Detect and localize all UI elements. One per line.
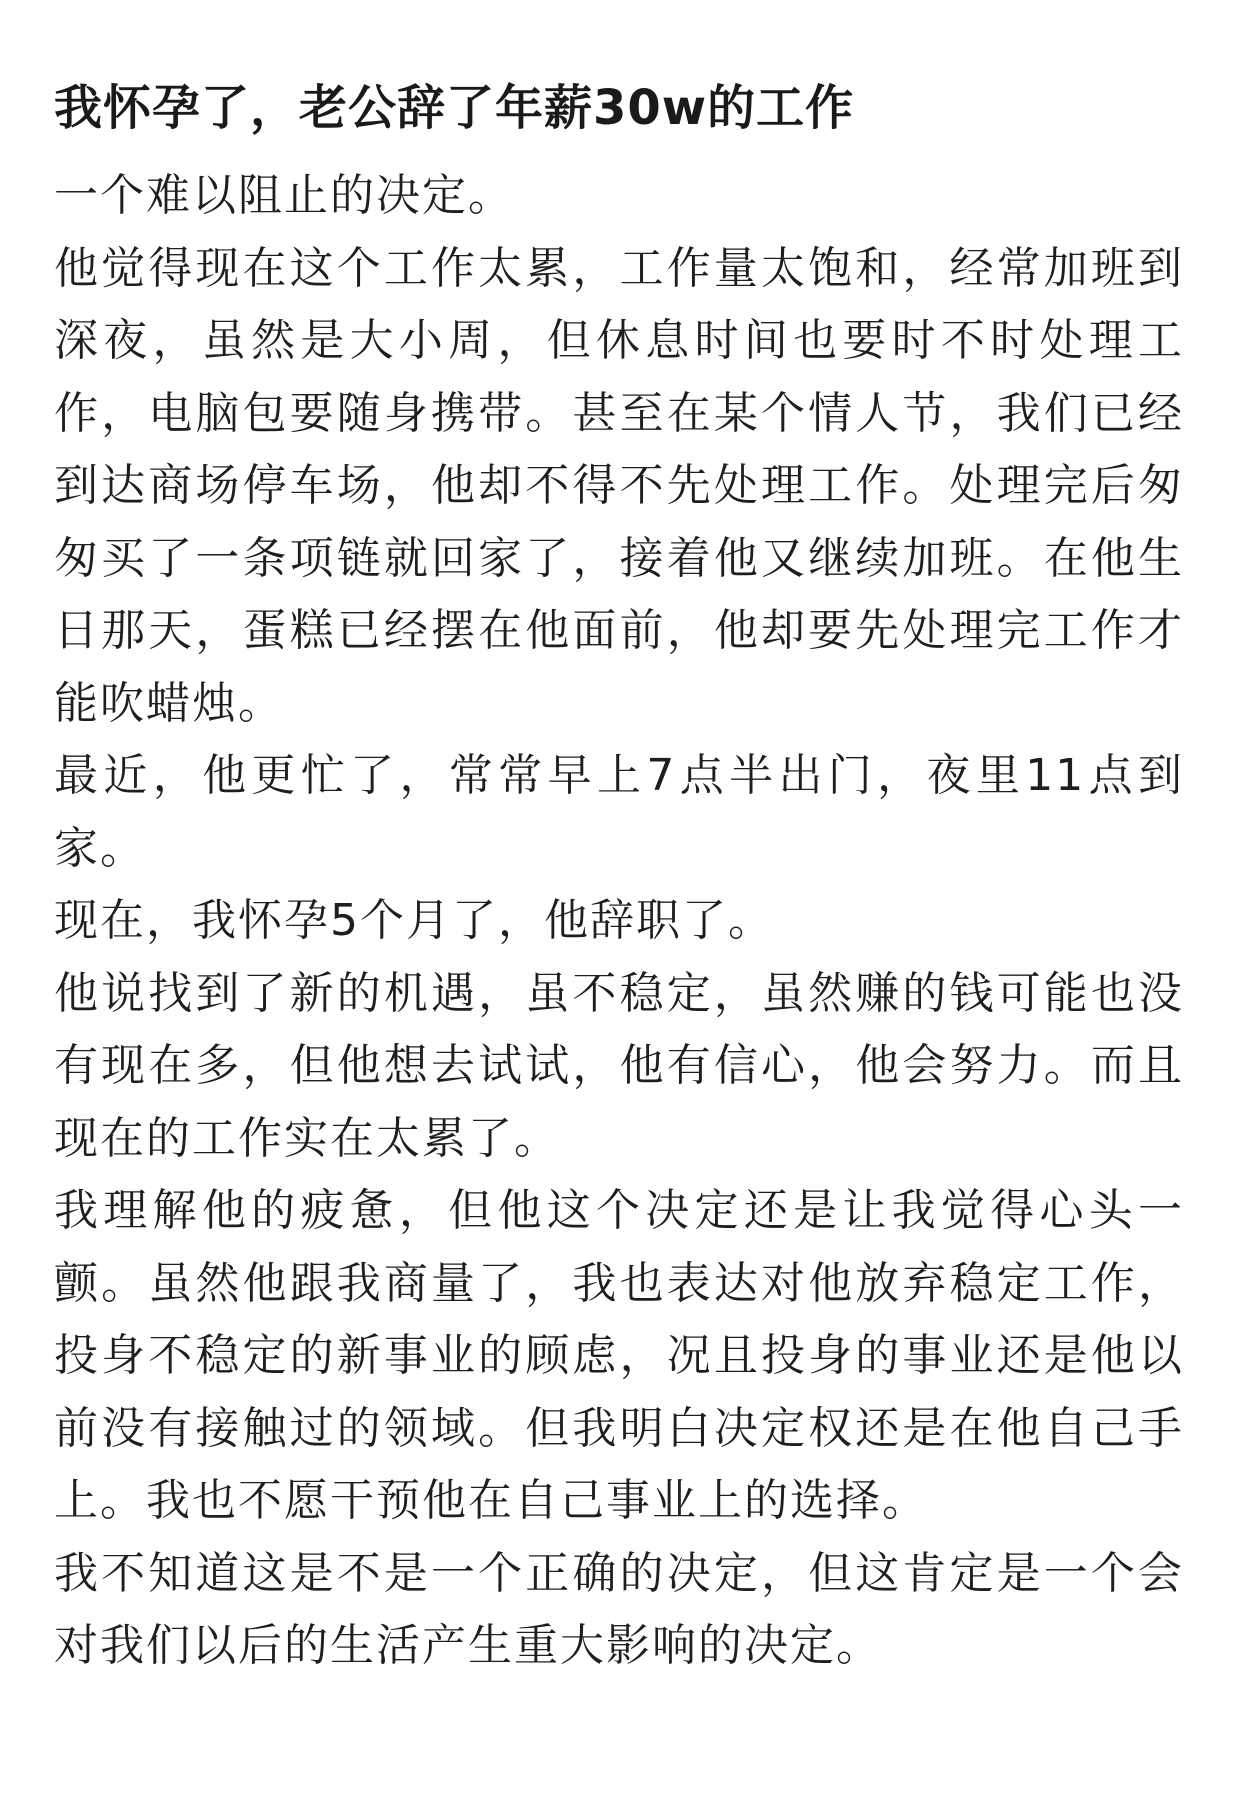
paragraph: 现在，我怀孕5个月了，他辞职了。 [54, 895, 774, 946]
paragraph: 最近，他更忙了，常常早上7点半出门，夜里11点到家。 [54, 750, 1184, 874]
post-content [54, 70, 1184, 1683]
paragraph: 他说找到了新的机遇，虽不稳定，虽然赚的钱可能也没有现在多，但他想去试试，他有信心，他会努力。而且现在的工作实在太累了。 [54, 967, 1184, 1164]
paragraph: 他觉得现在这个工作太累，工作量太饱和，经常加班到深夜，虽然是大小周，但休息时间也要时不时处理工作，电脑包要随身携带。甚至在某个情人节，我们已经到达商场停车场，他却不得不先处理工作。处理完后匆匆买了一条项链就回家了，接着他又继续加班。在他生日那天，蛋糕已经摆在他面前，他却要先处理完工作才能吹蜡烛。 [54, 242, 1184, 729]
paragraph: 我理解他的疲惫，但他这个决定还是让我觉得心头一颤。虽然他跟我商量了，我也表达对他放弃稳定工作，投身不稳定的新事业的顾虑，况且投身的事业还是他以前没有接触过的领域。但我明白决定权还是在他自己手上。我也不愿干预他在自己事业上的选择。 [54, 1185, 1184, 1526]
paragraph: 一个难以阻止的决定。 [54, 170, 514, 221]
bottom-fade [0, 1775, 1260, 1805]
post-title: 我怀孕了，老公辞了年薪30w的工作 [54, 80, 855, 136]
paragraph: 我不知道这是不是一个正确的决定，但这肯定是一个会对我们以后的生活产生重大影响的决定。 [54, 1547, 1184, 1671]
